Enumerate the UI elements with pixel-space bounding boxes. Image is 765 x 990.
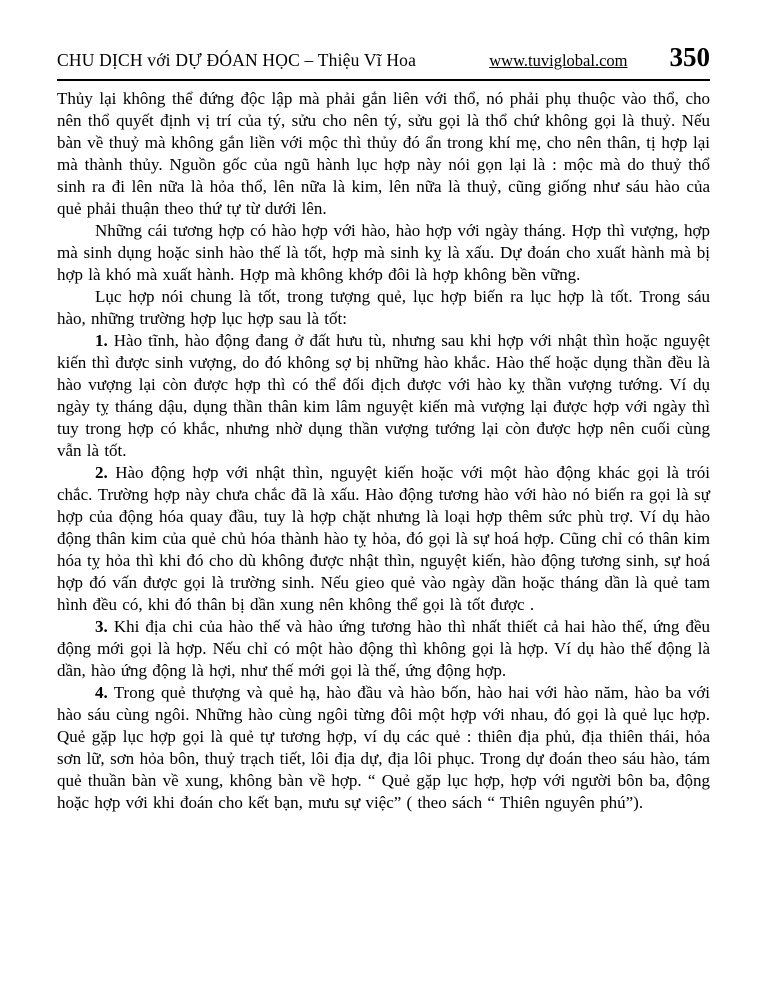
paragraph-text: Hào tĩnh, hào động đang ở đất hưu tù, nhưng sau khi hợp với nhật thìn hoặc nguyệt kiến thì được sinh vượng, do đó không sợ bị những hào khắc. Hào thế hoặc dụng thần đều là hào vượng lại còn được hợp thì có thể đối địch được với hào kỵ thần vượng tướng. Ví dụ ngày tỵ tháng dậu, dụng thần thân kim lâm nguyệt kiến mà vượng lại được hợp với ngày thì tuy trong hợp có khắc, nhưng nhờ dụng thần vượng tướng lại còn được hợp nên cuối cùng vẫn là tốt. — [57, 331, 711, 460]
paragraph-text: Thủy lại không thể đứng độc lập mà phải gắn liên với thổ, nó phải phụ thuộc vào thổ, cho nên thổ quyết định vị trí của tý, sửu cho nên tý, sửu gọi là thổ chứ không gọi là thuỷ. Nếu bàn về thuỷ mà không gắn liền với mộc thì thủy đó ẩn trong khí mẹ, cho nên thân, tị hợp lại mà thành thủy. Nguồn gốc của ngũ hành lục hợp này nói gọn lại là : mộc mà do thuỷ thổ sinh ra đi lên nữa là hỏa thổ, lên nữa là kim, lên nữa là thuỷ, cũng giống như sáu hào của quẻ phải thuận theo thứ tự từ dưới lên. — [57, 89, 710, 218]
paragraph-numbered — [57, 462, 710, 616]
body-text — [57, 88, 710, 814]
page-header — [57, 42, 710, 81]
paragraph-numbered — [57, 682, 710, 814]
paragraph-text: Khi địa chi của hào thế và hào ứng tương hào thì nhất thiết cả hai hào thế, ứng đều động mới gọi là hợp. Nếu chỉ có một hào động thì không gọi là hợp. Ví dụ hào thế động là dần, hào ứng động là hợi, như thế mới gọi là thế, ứng động hợp. — [57, 617, 710, 680]
paragraph-numbered — [57, 616, 710, 682]
paragraph — [57, 220, 710, 286]
list-number: 2. — [95, 463, 108, 482]
paragraph — [57, 88, 710, 220]
paragraph-text: Những cái tương hợp có hào hợp với hào, hào hợp với ngày tháng. Hợp thì vượng, hợp mà sinh dụng hoặc sinh hào thế là tốt, hợp mà sinh kỵ là xấu. Dự đoán cho xuất hành mà bị hợp là khó mà xuất hành. Hợp mà không khớp đôi là hợp không bền vững. — [57, 221, 710, 284]
book-title: CHU DỊCH với DỰ ĐÓAN HỌC – Thiệu Vĩ Hoa — [57, 50, 417, 70]
list-number: 1. — [95, 331, 108, 350]
paragraph — [57, 286, 710, 330]
list-number: 4. — [95, 683, 108, 702]
paragraph-text: Hào động hợp với nhật thìn, nguyệt kiến hoặc với một hào động khác gọi là trói chắc. Trường hợp này chưa chắc đã là xấu. Hào động tương hào với hào nó biến ra gọi là sự hợp của động hóa quay đầu, tuy là hợp chặt nhưng là loại hợp thêm sức phù trợ. Ví dụ hào động thân kim của quẻ chủ hóa thành hào tỵ hỏa, đó gọi là sự hoá hợp. Cũng chỉ có thân kim hóa tỵ hỏa thì khi đó cho dù không được nhật thìn, nguyệt kiến, hào động tương sinh, sự hoá hợp đó vấn được gọi là trường sinh. Nếu gieo quẻ vào ngày dần hoặc tháng dần là quẻ tam hình đều có, khi đó thân bị dần xung nên không thể gọi là tốt được . — [57, 463, 710, 614]
paragraph-text: Trong quẻ thượng và quẻ hạ, hào đầu và hào bốn, hào hai với hào năm, hào ba với hào sáu cùng ngôi. Những hào cùng ngôi từng đôi một hợp với nhau, đó gọi là quẻ lục hợp. Quẻ gặp lục hợp gọi là quẻ tự tương hợp, ví dụ các quẻ : thiên địa phủ, địa thiên thái, hỏa sơn lữ, sơn hỏa bôn, thuỷ trạch tiết, lôi địa dự, địa lôi phục. Trong dự đoán theo sáu hào, tám quẻ thuần bàn về xung, không bàn về hợp. “ Quẻ gặp lục hợp, hợp với người bôn ba, động hoặc hợp với khi đoán cho kết bạn, mưu sự việc” ( theo sách “ Thiên nguyên phú”). — [57, 683, 710, 812]
site-url: www.tuviglobal.com — [489, 51, 628, 70]
paragraph-text: Lục hợp nói chung là tốt, trong tượng quẻ, lục hợp biến ra lục hợp là tốt. Trong sáu hào, những trường hợp lục hợp sau là tốt: — [57, 287, 710, 328]
list-number: 3. — [95, 617, 108, 636]
page-number: 350 — [669, 42, 710, 72]
paragraph-numbered — [57, 330, 710, 462]
